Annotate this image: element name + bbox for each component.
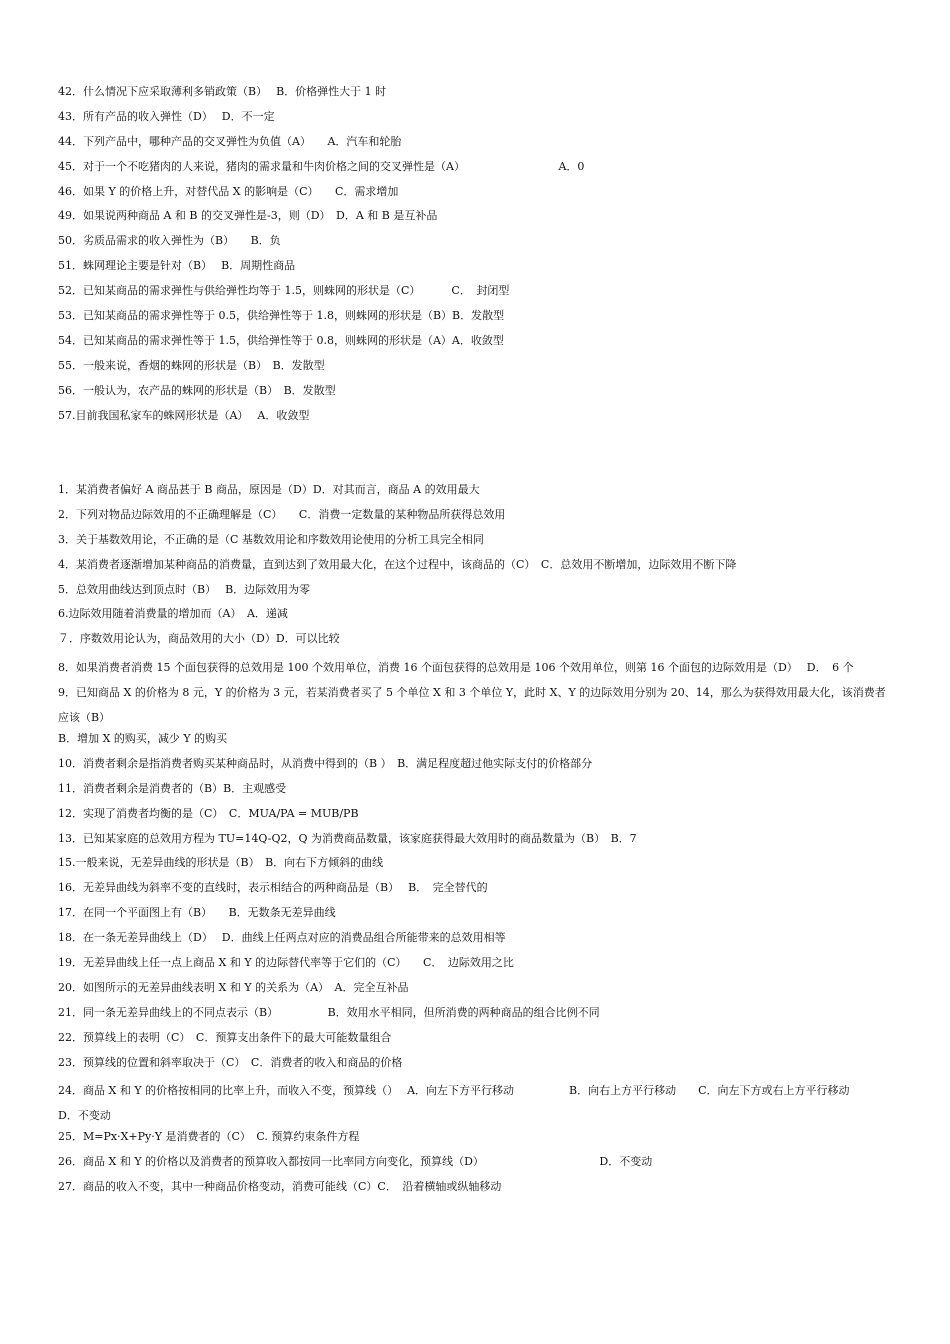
question-line: 6.边际效用随着消费量的增加而（A） A．递减 — [58, 607, 288, 621]
question-line: 11．消费者剩余是消费者的（B）B．主观感受 — [58, 781, 287, 795]
question-line: 4．某消费者逐渐增加某种商品的消费量，直到达到了效用最大化，在这个过程中，该商品的（C） C．总效用不断增加，边际效用不断下降 — [58, 557, 737, 571]
question-line: 19．无差异曲线上任一点上商品 X 和 Y 的边际替代率等于它们的（C） C． 边际效用之比 — [58, 955, 514, 969]
question-line: 12．实现了消费者均衡的是（C） C．MUA/PA = MUB/PB — [58, 806, 359, 820]
question-line: 57.目前我国私家车的蛛网形状是（A） A．收敛型 — [58, 408, 310, 422]
question-line: 53．已知某商品的需求弹性等于 0.5，供给弹性等于 1.8，则蛛网的形状是（B）B．发散型 — [58, 309, 505, 323]
question-line: B．增加 X 的购买，减少 Y 的购买 — [58, 731, 228, 745]
question-line: 55．一般来说，香烟的蛛网的形状是（B） B．发散型 — [58, 358, 325, 372]
question-line: 56．一般认为，农产品的蛛网的形状是（B） B．发散型 — [58, 383, 336, 397]
question-line: 15.一般来说，无差异曲线的形状是（B） B．向右下方倾斜的曲线 — [58, 856, 384, 870]
question-line: 24．商品 X 和 Y 的价格按相同的比率上升，而收入不变，预算线（） A．向左下方平行移动 B．向右上方平行移动 C．向左下方或右上方平行移动 D．不变动 — [58, 1084, 927, 1123]
utility-questions-section — [58, 482, 927, 1204]
elasticity-questions-section — [58, 84, 892, 432]
question-line: 44．下列产品中，哪种产品的交叉弹性为负值（A） A．汽车和轮胎 — [58, 134, 402, 148]
question-line: 1．某消费者偏好 A 商品甚于 B 商品，原因是（D）D．对其而言，商品 A 的效用最大 — [58, 483, 480, 496]
question-line: 20．如图所示的无差异曲线表明 X 和 Y 的关系为（A） A．完全互补品 — [58, 980, 409, 994]
question-line: 54．已知某商品的需求弹性等于 1.5，供给弹性等于 0.8，则蛛网的形状是（A）A．收敛型 — [58, 333, 504, 347]
question-line: 27．商品的收入不变，其中一种商品价格变动，消费可能线（C）C． 沿着横轴或纵轴移动 — [58, 1180, 502, 1194]
question-line: 17．在同一个平面图上有（B） B．无数条无差异曲线 — [58, 906, 336, 920]
question-line: 42．什么情况下应采取薄利多销政策（B） B．价格弹性大于 1 时 — [58, 85, 387, 98]
question-line: 45．对于一个不吃猪肉的人来说，猪肉的需求量和牛肉价格之间的交叉弹性是（A） A．0 — [58, 159, 585, 173]
question-line: 51．蛛网理论主要是针对（B） B．周期性商品 — [58, 259, 296, 273]
question-line: 21．同一条无差异曲线上的不同点表示（B） B．效用水平相同，但所消费的两种商品的组合比例不同 — [58, 1005, 600, 1019]
question-line: 52．已知某商品的需求弹性与供给弹性均等于 1.5，则蛛网的形状是（C） C． 封闭型 — [58, 284, 510, 298]
question-line: ７．序数效用论认为，商品效用的大小（D）D．可以比较 — [58, 632, 340, 646]
question-line: 9．已知商品 X 的价格为 8 元，Y 的价格为 3 元，若某消费者买了 5 个单位 X 和 3 个单位 Y，此时 X、Y 的边际效用分别为 20、14，那么为获得效用最大化，该消费者应该（B） — [58, 686, 886, 725]
question-line: 3．关于基数效用论，不正确的是（C 基数效用论和序数效用论使用的分析工具完全相同 — [58, 532, 484, 546]
question-line: 25．M=Px·X+Py·Y 是消费者的（C） C. 预算约束条件方程 — [58, 1130, 360, 1144]
question-line: 8．如果消费者消费 15 个面包获得的总效用是 100 个效用单位，消费 16 个面包获得的总效用是 106 个效用单位，则第 16 个面包的边际效用是（D） D． 6 个 — [58, 661, 854, 675]
question-line: 13．已知某家庭的总效用方程为 TU=14Q-Q2，Q 为消费商品数量，该家庭获得最大效用时的商品数量为（B） B．7 — [58, 831, 637, 845]
question-line: 43．所有产品的收入弹性（D） D．不一定 — [58, 109, 275, 123]
question-line: 18．在一条无差异曲线上（D） D．曲线上任两点对应的消费品组合所能带来的总效用相等 — [58, 931, 506, 945]
question-line: 26．商品 X 和 Y 的价格以及消费者的预算收入都按同一比率同方向变化，预算线（D） D．不变动 — [58, 1155, 653, 1169]
question-line: 23．预算线的位置和斜率取决于（C） C．消费者的收入和商品的价格 — [58, 1055, 403, 1069]
question-line: 46．如果 Y 的价格上升，对替代品 X 的影响是（C） C．需求增加 — [58, 184, 399, 198]
question-line: 5．总效用曲线达到顶点时（B） B．边际效用为零 — [58, 582, 311, 596]
question-line: 10．消费者剩余是指消费者购买某种商品时，从消费中得到的（B ） B．满足程度超过他实际支付的价格部分 — [58, 756, 593, 770]
question-line: 49．如果说两种商品 A 和 B 的交叉弹性是-3，则（D） D．A 和 B 是互补品 — [58, 209, 438, 223]
question-line: 16．无差异曲线为斜率不变的直线时，表示相结合的两种商品是（B） B． 完全替代的 — [58, 881, 488, 895]
question-line: 2．下列对物品边际效用的不正确理解是（C） C．消费一定数量的某种物品所获得总效用 — [58, 507, 506, 521]
question-line: 22．预算线上的表明（C） C．预算支出条件下的最大可能数量组合 — [58, 1030, 392, 1044]
question-line: 50．劣质品需求的收入弹性为（B） B．负 — [58, 234, 281, 248]
